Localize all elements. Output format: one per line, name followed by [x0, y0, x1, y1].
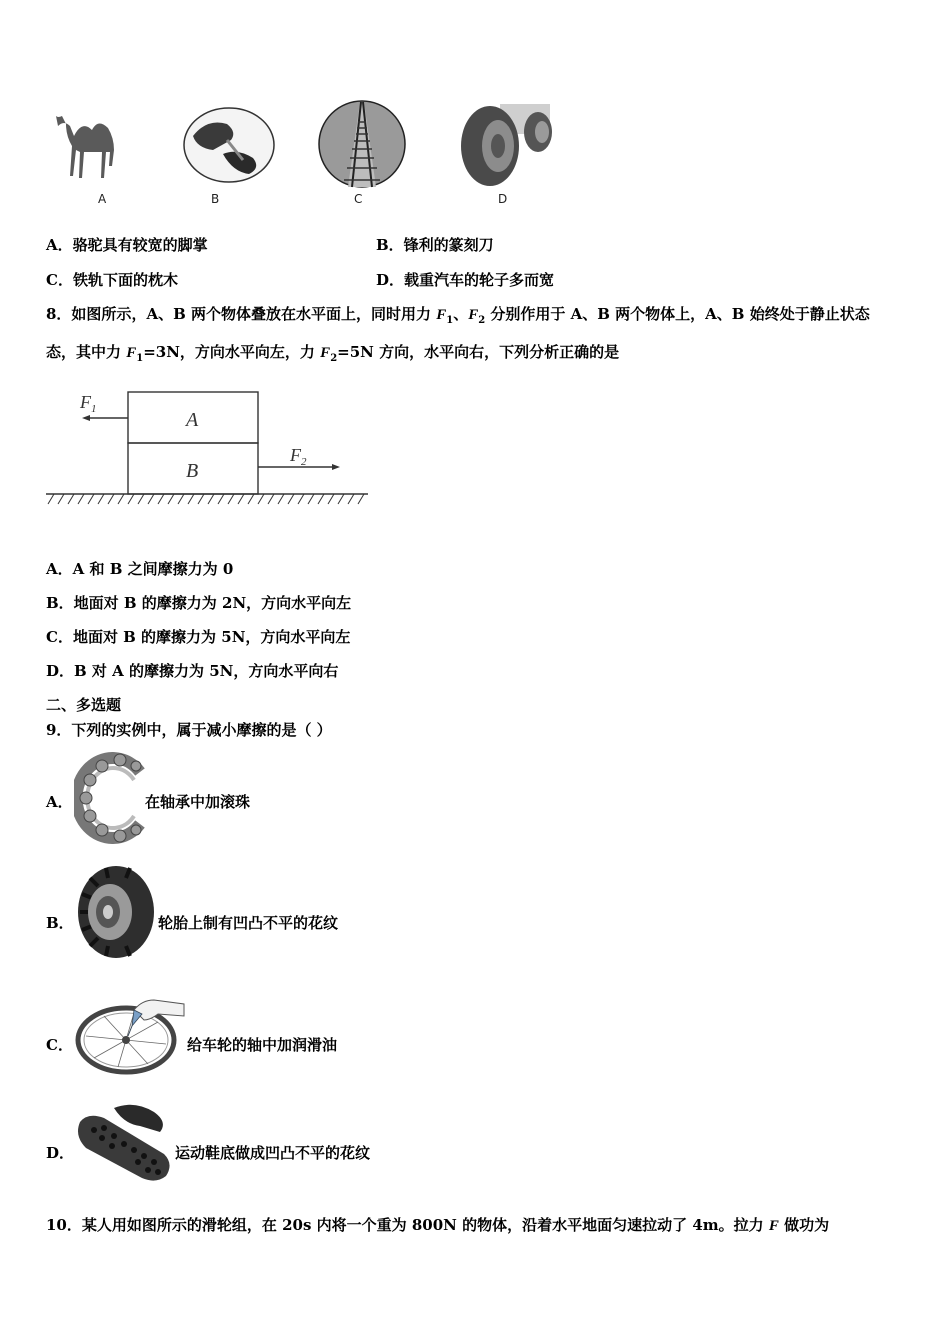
ball-bearing-icon: [74, 752, 146, 844]
bicycle-wheel-oil-icon: [74, 996, 186, 1076]
carving-knife-icon: [183, 106, 275, 184]
shoe-sole-icon: [74, 1102, 174, 1184]
q8-option-b: B．地面对 B 的摩擦力为 2N，方向水平向左: [46, 594, 352, 612]
image-caption-b: B: [211, 192, 220, 206]
label-block-b: B: [186, 460, 199, 482]
q8-diagram: [44, 384, 372, 508]
q9-option-c-text: 给车轮的轴中加润滑油: [187, 1036, 338, 1054]
q9-option-a-letter: A．: [46, 793, 73, 811]
q9-option-c-letter: C．: [46, 1036, 73, 1054]
q10-stem: [46, 1216, 829, 1235]
q8-option-c: C．地面对 B 的摩擦力为 5N，方向水平向左: [46, 628, 351, 646]
q8-f1: F: [436, 307, 447, 323]
q8-line2-c: =5N 方向，水平向右，下列分析正确的是: [337, 343, 620, 361]
q9-option-d-letter: D．: [46, 1144, 75, 1162]
q8-line1-prefix: 8．如图所示，A、B 两个物体叠放在水平面上，同时用力: [46, 305, 437, 323]
truck-wheels-icon: [460, 100, 556, 188]
truck-wheels-image: [460, 100, 556, 188]
tire-image: [74, 864, 156, 960]
label-f2: $F_2$: [290, 445, 307, 468]
q8-line2-f2: F: [320, 345, 331, 361]
q7-option-b: B．锋利的篆刻刀: [376, 236, 494, 254]
q8-option-d: D．B 对 A 的摩擦力为 5N，方向水平向右: [46, 662, 339, 680]
railway-track-icon: [318, 100, 406, 188]
shoe-sole-image: [74, 1102, 174, 1184]
camel-icon: [48, 112, 128, 194]
q8-f1-sub: 1: [446, 315, 454, 326]
q8-line1-suffix: 分别作用于 A、B 两个物体上，A、B 始终处于静止状态: [485, 305, 870, 323]
q9-option-d-text: 运动鞋底做成凹凸不平的花纹: [175, 1144, 371, 1162]
q8-line2-b: =3N，方向水平向左，力: [143, 343, 321, 361]
q8-f2: F: [468, 307, 479, 323]
image-caption-c: C: [354, 192, 363, 206]
ground-hatching: [48, 494, 364, 504]
section-title: 二、多选题: [46, 696, 122, 714]
ball-bearing-image: [74, 752, 146, 844]
q7-option-c: C．铁轨下面的枕木: [46, 271, 178, 289]
tire-icon: [74, 864, 156, 960]
bicycle-wheel-oil-image: [74, 996, 186, 1076]
q9-option-b-text: 轮胎上制有凹凸不平的花纹: [158, 914, 339, 932]
label-block-a: A: [186, 409, 199, 431]
q8-line2-a: 态，其中力: [46, 343, 127, 361]
q9-option-a-text: 在轴承中加滚珠: [145, 793, 251, 811]
arrow-f1: [82, 415, 128, 421]
carving-knife-image: [183, 106, 275, 184]
q8-line2-f1: F: [126, 345, 137, 361]
q10-var-f: F: [768, 1218, 779, 1234]
q8-line2-f1-sub: 1: [136, 353, 144, 364]
image-caption-a: A: [98, 192, 107, 206]
label-f1: $F_1$: [80, 392, 97, 415]
q10-text-a: 10．某人用如图所示的滑轮组，在 20s 内将一个重为 800N 的物体，沿着水平地面匀速拉动了 4m。拉力: [46, 1216, 769, 1234]
q10-text-b: 做功为: [778, 1216, 830, 1234]
q9-stem: 9．下列的实例中，属于减小摩擦的是（ ）: [46, 721, 332, 739]
q7-option-d: D．载重汽车的轮子多而宽: [376, 271, 555, 289]
q8-f2-sub: 2: [478, 315, 486, 326]
q9-option-b-letter: B．: [46, 914, 74, 932]
railway-track-image: [318, 100, 406, 188]
image-caption-d: D: [498, 192, 508, 206]
q7-option-a: A．骆驼具有较宽的脚掌: [46, 236, 208, 254]
q8-sep: 、: [453, 305, 469, 323]
q8-stem-line2: [46, 343, 619, 368]
q8-line2-f2-sub: 2: [330, 353, 338, 364]
q8-option-a: A．A 和 B 之间摩擦力为 0: [46, 560, 234, 578]
q8-stem-line1: [46, 305, 870, 330]
camel-image: [48, 112, 128, 194]
